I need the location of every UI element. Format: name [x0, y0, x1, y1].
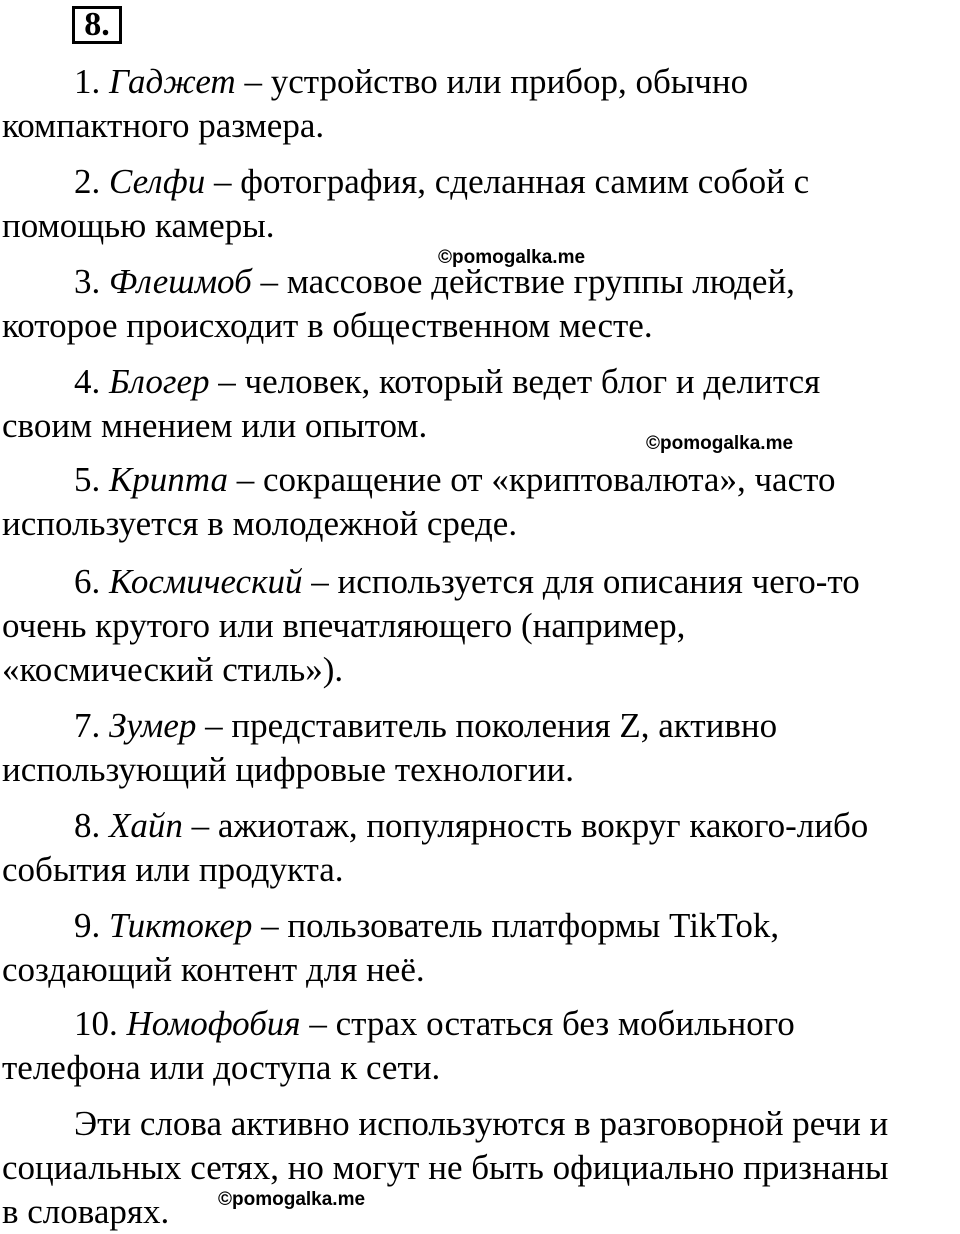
entry-definition-continued: события или продукта.: [2, 850, 344, 889]
conclusion-line-1: Эти слова активно используются в разговорной речи и: [74, 1104, 889, 1143]
conclusion-paragraph: [2, 1102, 960, 1234]
entry-number: 10.: [74, 1004, 118, 1043]
entry-number: 1.: [74, 62, 101, 101]
entry-definition-continued: компактного размера.: [2, 106, 325, 145]
entry-term: Блогер: [109, 362, 210, 401]
entry-definition-continued: очень крутого или впечатляющего (например,: [2, 606, 686, 645]
entry-term: Хайп: [109, 806, 183, 845]
entry-definition-continued: своим мнением или опытом.: [2, 406, 428, 445]
entry-definition: – используется для описания чего-то: [302, 562, 860, 601]
entry-number: 2.: [74, 162, 101, 201]
entry-term: Гаджет: [109, 62, 236, 101]
entry-term: Тиктокер: [109, 906, 253, 945]
definition-entry-5: [2, 458, 960, 546]
entry-number: 8.: [74, 806, 101, 845]
entry-definition: – сокращение от «криптовалюта», часто: [227, 460, 836, 499]
entry-term: Зумер: [109, 706, 197, 745]
entry-definition: – человек, который ведет блог и делится: [209, 362, 821, 401]
entry-definition-continued: создающий контент для неё.: [2, 950, 425, 989]
conclusion-line-3: в словарях.: [2, 1192, 170, 1231]
entry-number: 3.: [74, 262, 101, 301]
entry-number: 7.: [74, 706, 101, 745]
definition-entry-3: [2, 260, 960, 348]
watermark-3: ©pomogalka.me: [218, 1189, 366, 1210]
entry-number: 6.: [74, 562, 101, 601]
definition-entry-2: [2, 160, 960, 248]
entry-term: Крипта: [109, 460, 228, 499]
definition-entry-8: [2, 804, 960, 892]
entry-term: Номофобия: [126, 1004, 301, 1043]
entry-definition: – пользователь платформы TikTok,: [252, 906, 780, 945]
entry-term: Флешмоб: [109, 262, 252, 301]
entry-definition-continued: использующий цифровые технологии.: [2, 750, 574, 789]
entry-definition: – страх остаться без мобильного: [300, 1004, 795, 1043]
entry-term: Космический: [109, 562, 303, 601]
definition-entry-6: [2, 560, 960, 692]
definition-entry-1: [2, 60, 960, 148]
entry-definition: – устройство или прибор, обычно: [235, 62, 749, 101]
entry-definition-continued: которое происходит в общественном месте.: [2, 306, 653, 345]
entry-definition-continued: используется в молодежной среде.: [2, 504, 518, 543]
entry-number: 9.: [74, 906, 101, 945]
conclusion-line-2: социальных сетях, но могут не быть официально признаны: [2, 1148, 889, 1187]
definition-entry-7: [2, 704, 960, 792]
entry-definition: – фотография, сделанная самим собой с: [205, 162, 810, 201]
entry-definition: – массовое действие группы людей,: [251, 262, 795, 301]
definition-entry-9: [2, 904, 960, 992]
entry-term: Селфи: [109, 162, 206, 201]
entry-number: 5.: [74, 460, 101, 499]
entry-number: 4.: [74, 362, 101, 401]
entry-definition-continued: телефона или доступа к сети.: [2, 1048, 441, 1087]
entry-definition-continued: помощью камеры.: [2, 206, 275, 245]
definition-entry-4: [2, 360, 960, 448]
task-number-box: 8.: [72, 6, 122, 44]
watermark-1: ©pomogalka.me: [438, 247, 586, 268]
entry-definition: – ажиотаж, популярность вокруг какого-либо: [182, 806, 869, 845]
watermark-2: ©pomogalka.me: [646, 433, 794, 454]
entry-definition: – представитель поколения Z, активно: [196, 706, 778, 745]
definition-entry-10: [2, 1002, 960, 1090]
entry-definition-continued: «космический стиль»).: [2, 650, 344, 689]
